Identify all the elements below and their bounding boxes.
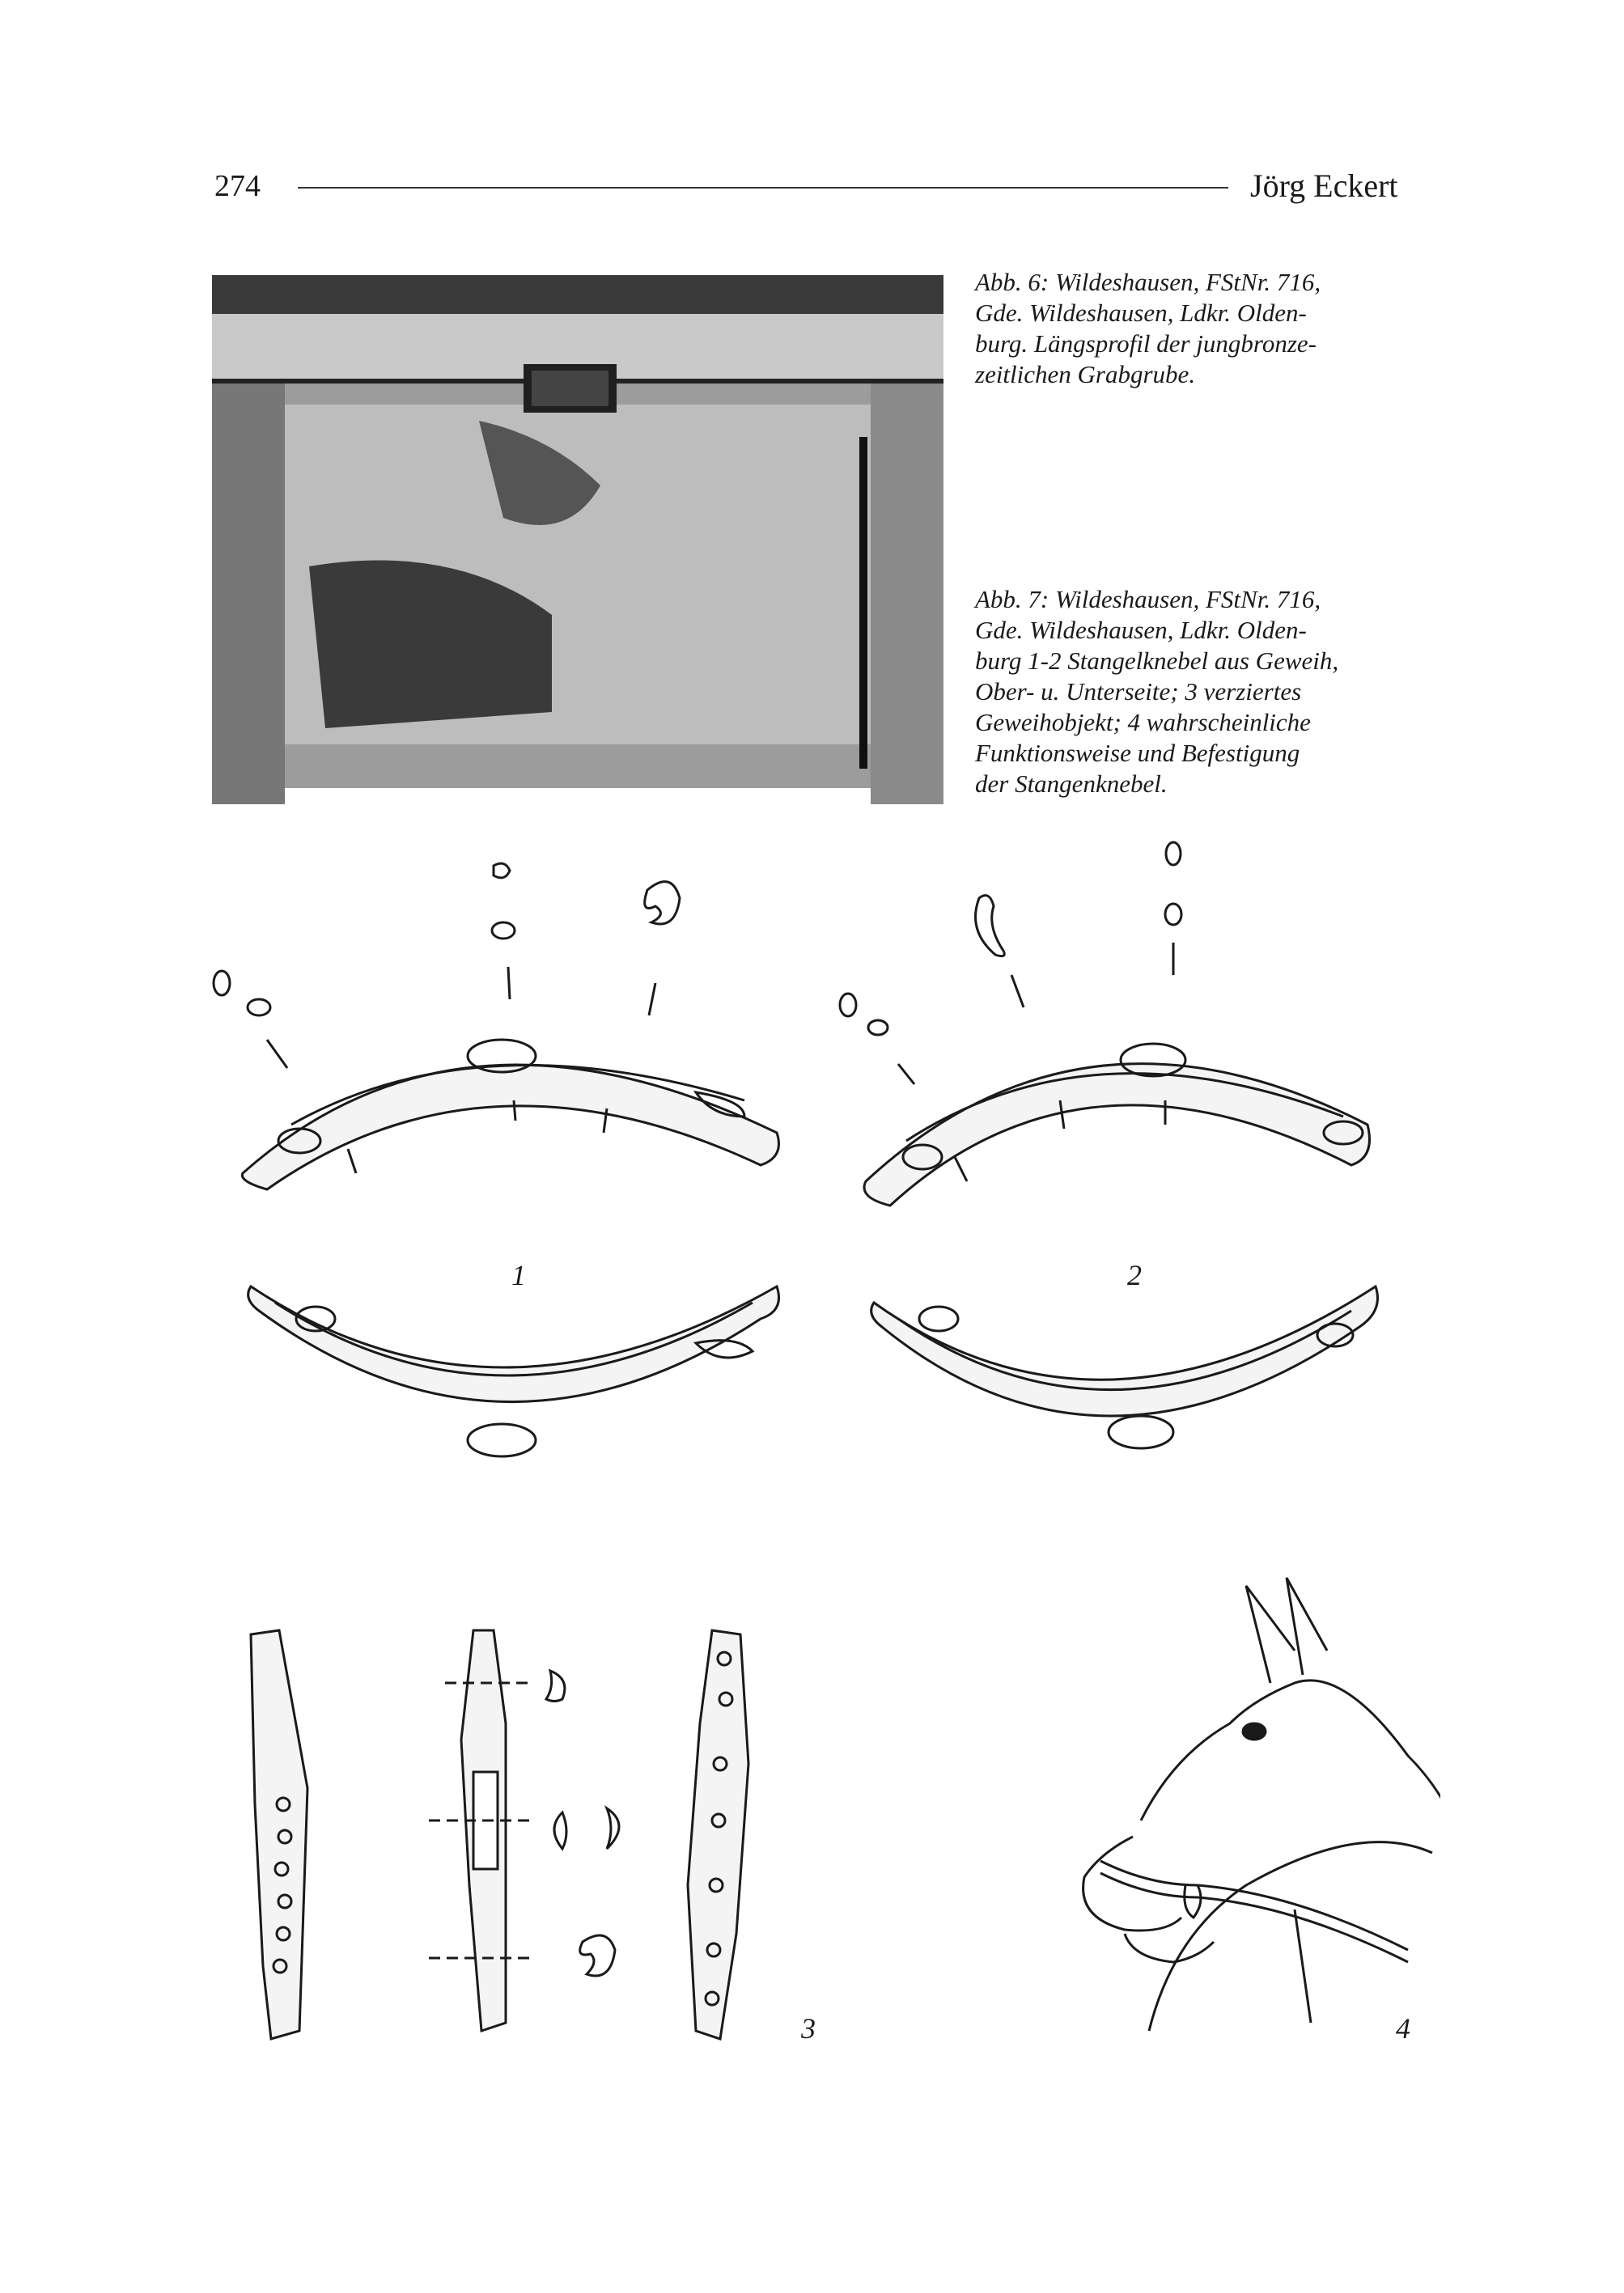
cheekpiece-2-bottom-drawing (871, 1286, 1378, 1448)
caption-line: burg 1-2 Stangelknebel aus Geweih, (975, 646, 1339, 675)
horse-head-drawing (1083, 1578, 1440, 2031)
cheekpiece-1-top-drawing (214, 863, 779, 1189)
caption-line: Gde. Wildeshausen, Ldkr. Olden- (975, 299, 1307, 327)
running-head: Jörg Eckert (1250, 167, 1398, 204)
figure-number: 4 (1396, 2012, 1410, 2045)
caption-line: zeitlichen Grabgrube. (975, 360, 1196, 388)
caption-line: burg. Längsprofil der jungbronze- (975, 329, 1317, 358)
caption-line: Ober- u. Unterseite; 3 verziertes (975, 677, 1302, 706)
caption-line: Abb. 7: Wildeshausen, FStNr. 716, (975, 585, 1321, 613)
figure-number: 2 (1127, 1259, 1142, 1291)
caption-line: Abb. 6: Wildeshausen, FStNr. 716, (975, 268, 1321, 296)
antler-object-drawing (251, 1630, 748, 2039)
abb7-caption (975, 584, 1416, 799)
artifact-drawings (194, 833, 1440, 2071)
caption-line: Funktionsweise und Befestigung (975, 739, 1300, 767)
page-number: 274 (214, 169, 261, 203)
header-rule (298, 187, 1228, 189)
caption-line: der Stangenknebel. (975, 769, 1168, 798)
abb6-caption (975, 267, 1416, 390)
excavation-photo (212, 275, 943, 809)
cheekpiece-1-bottom-drawing (248, 1286, 779, 1456)
caption-line: Gde. Wildeshausen, Ldkr. Olden- (975, 616, 1307, 644)
cheekpiece-2-top-drawing (840, 842, 1370, 1206)
figure-number: 1 (511, 1259, 526, 1291)
figure-number: 3 (801, 2012, 816, 2045)
caption-line: Geweihobjekt; 4 wahrscheinliche (975, 708, 1311, 736)
